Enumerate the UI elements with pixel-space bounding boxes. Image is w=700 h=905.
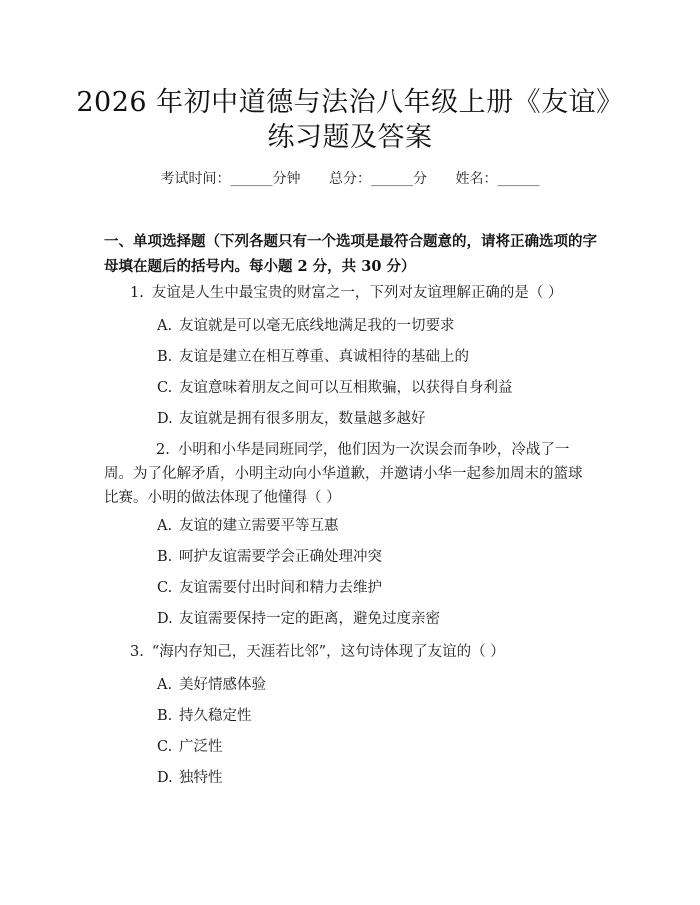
option-text: 呵护友谊需要学会正确处理冲突 — [179, 549, 382, 565]
question-1-option-a — [157, 314, 455, 335]
question-1-option-b — [157, 345, 469, 366]
option-text: 持久稳定性 — [179, 708, 252, 724]
exam-time: 考试时间：______分钟 — [160, 171, 301, 187]
question-2-option-b — [157, 545, 382, 566]
exam-info — [0, 168, 700, 188]
question-text: “海内存知己，天涯若比邻”，这句诗体现了友谊的（ ） — [151, 644, 505, 660]
question-3-option-a — [157, 673, 266, 694]
section-heading: 一、单项选择题（下列各题只有一个选项是最符合题意的，请将正确选项的字母填在题后的括号内。每小题 2 分，共 30 分） — [104, 233, 597, 275]
question-2-option-d — [157, 607, 440, 628]
page-title-line1: 2026 年初中道德与法治八年级上册《友谊》 — [76, 87, 624, 118]
question-number: 3. — [130, 644, 144, 660]
option-text: 友谊需要付出时间和精力去维护 — [179, 580, 382, 596]
page-title-line2: 练习题及答案 — [267, 122, 433, 153]
question-2 — [104, 438, 594, 510]
question-1 — [130, 281, 562, 302]
option-letter: A. — [157, 677, 173, 693]
option-text: 美好情感体验 — [179, 677, 266, 693]
option-letter: B. — [157, 549, 173, 565]
option-letter: C. — [157, 380, 173, 396]
option-text: 友谊就是可以毫无底线地满足我的一切要求 — [179, 318, 455, 334]
exam-score: 总分：______分 — [329, 171, 427, 187]
question-3-option-c — [157, 735, 223, 756]
question-number: 1. — [130, 285, 144, 301]
option-text: 友谊需要保持一定的距离，避免过度亲密 — [179, 611, 440, 627]
question-2-option-a — [157, 514, 339, 535]
option-letter: C. — [157, 739, 173, 755]
question-text: 小明和小华是同班同学，他们因为一次误会而争吵，冷战了一周。为了化解矛盾，小明主动向小华道歉，并邀请小华一起参加周末的篮球比赛。小明的做法体现了他懂得（ ） — [104, 442, 583, 506]
question-3-option-d — [157, 766, 223, 787]
question-2-option-c — [157, 576, 382, 597]
option-text: 广泛性 — [179, 739, 223, 755]
question-3-option-b — [157, 704, 252, 725]
option-text: 友谊就是拥有很多朋友，数量越多越好 — [179, 411, 426, 427]
option-letter: D. — [157, 770, 173, 786]
option-letter: C. — [157, 580, 173, 596]
option-letter: D. — [157, 611, 173, 627]
option-letter: B. — [157, 349, 173, 365]
question-text: 友谊是人生中最宝贵的财富之一，下列对友谊理解正确的是（ ） — [151, 285, 563, 301]
option-letter: A. — [157, 318, 173, 334]
option-letter: B. — [157, 708, 173, 724]
question-1-option-c — [157, 376, 513, 397]
option-text: 友谊意味着朋友之间可以互相欺骗，以获得自身利益 — [179, 380, 513, 396]
option-text: 友谊的建立需要平等互惠 — [179, 518, 339, 534]
option-letter: A. — [157, 518, 173, 534]
question-1-option-d — [157, 407, 426, 428]
option-text: 友谊是建立在相互尊重、真诚相待的基础上的 — [179, 349, 469, 365]
exam-name: 姓名：______ — [455, 171, 540, 187]
question-3 — [130, 640, 505, 661]
option-letter: D. — [157, 411, 173, 427]
option-text: 独特性 — [179, 770, 223, 786]
question-number: 2. — [156, 442, 170, 458]
